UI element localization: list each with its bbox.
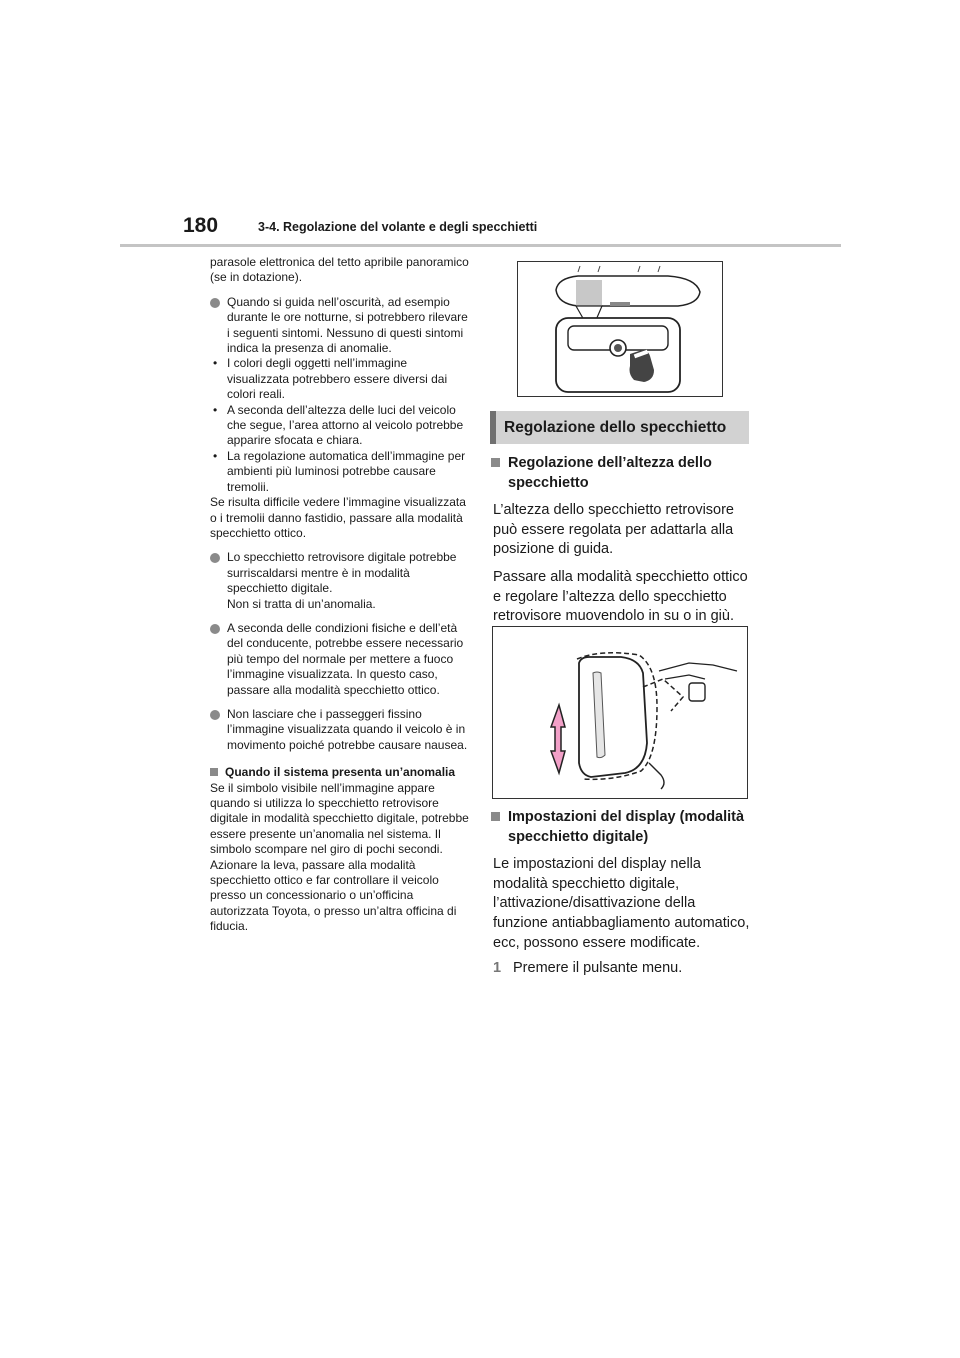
bullet-dot-icon (210, 553, 220, 563)
subsection-heading-text: Impostazioni del display (modalità specchietto digitale) (508, 809, 745, 845)
sub-bullet-icon: • (213, 356, 218, 371)
bullet-followup-text: Se risulta difficile vedere l’immagine visualizzata o i tremolii danno fastidio, passare alla modalità specchietto ottico. (210, 495, 466, 540)
square-bullet-icon (491, 458, 500, 467)
square-bullet-icon (210, 768, 218, 776)
sub-bullet-icon: • (213, 448, 218, 463)
section-banner: Regolazione dello specchietto (490, 411, 749, 444)
mirror-height-illustration (492, 626, 748, 799)
bullet-text: Lo specchietto retrovisore digitale potrebbe surriscaldarsi mentre è in modalità specchietto digitale. (227, 550, 457, 596)
intro-text: parasole elettronica del tetto apribile panoramico (se in dotazione). (210, 255, 469, 285)
page-number: 180 (183, 214, 219, 237)
subsection-heading (491, 454, 751, 493)
sub-list-text: La regolazione automatica dell’immagine per ambienti più luminosi potrebbe causare tremolii. (227, 448, 466, 494)
note-heading-text: Quando il sistema presenta un’anomalia (225, 765, 456, 780)
paragraph: Le impostazioni del display nella modalità specchietto digitale, l’attivazione/disattivazione della funzione antiabbagliamento automatico, ecc, possono essere modificate. (493, 856, 750, 951)
sub-bullet-icon: • (213, 402, 218, 417)
paragraph: Passare alla modalità specchietto ottico e regolare l’altezza dello specchietto retrovisore muovendolo in su o in giù. (493, 568, 748, 625)
bullet-item (210, 621, 472, 698)
section-title: 3-4. Regolazione del volante e degli specchietti (258, 220, 538, 234)
header-divider (120, 244, 841, 247)
bullet-text: Quando si guida nell’oscurità, ad esempio durante le ore notturne, si potrebbero rilevare i seguenti sintomi. Nessuno di questi sintomi indica la presenza di anomalie. (227, 294, 468, 356)
step-item (493, 959, 751, 979)
sub-list-item (210, 403, 472, 449)
bullet-item (210, 550, 472, 612)
square-bullet-icon (491, 812, 500, 821)
sub-list-item (210, 449, 472, 495)
sub-list-text: A seconda dell’altezza delle luci del veicolo che segue, l’area attorno al veicolo potrebbe apparire sfocata e chiara. (227, 402, 464, 448)
right-column-lower (493, 808, 751, 979)
bullet-text: A seconda delle condizioni fisiche e dell’età del conducente, potrebbe essere necessario più tempo del normale per mettere a fuoco l’immagine visualizzata. In questo caso, passare alla modalità specchietto ottico. (227, 620, 464, 697)
sub-list-item (210, 356, 472, 402)
right-column-upper (493, 454, 751, 627)
sub-list-text: I colori degli oggetti nell’immagine visualizzata potrebbero essere diversi dai colori reali. (227, 356, 448, 402)
bullet-item (210, 707, 472, 753)
bullet-followup-text: Non si tratta di un’anomalia. (227, 596, 376, 611)
subsection-heading (491, 808, 751, 847)
note-heading (210, 765, 472, 780)
paragraph: L’altezza dello specchietto retrovisore può essere regolata per adattarla alla posizione di guida. (493, 502, 734, 558)
note-body: Se il simbolo visibile nell’immagine appare quando si utilizza lo specchietto retrovisore digitale in modalità specchietto digitale, potrebbe essere presente un’anomalia nel sistema. Il simbolo scompare nel giro di pochi secondi. Azionare la leva, passare alla modalità specchietto ottico e far controllare il veicolo presso un concessionario o un’officina autorizzata Toyota, o presso un’altra officina di fiducia. (210, 780, 469, 934)
step-text: Premere il pulsante menu. (513, 960, 683, 977)
bullet-item (210, 295, 472, 357)
bullet-text: Non lasciare che i passeggeri fissino l’immagine visualizzata quando il veicolo è in movimento poiché potrebbe causare nausea. (227, 706, 468, 752)
subsection-heading-text: Regolazione dell’altezza dello specchietto (508, 455, 712, 491)
step-number: 1 (493, 960, 502, 977)
bullet-dot-icon (210, 298, 220, 308)
bullet-dot-icon (210, 624, 220, 634)
bullet-dot-icon (210, 710, 220, 720)
left-column (210, 255, 472, 935)
mirror-button-illustration (517, 261, 723, 397)
